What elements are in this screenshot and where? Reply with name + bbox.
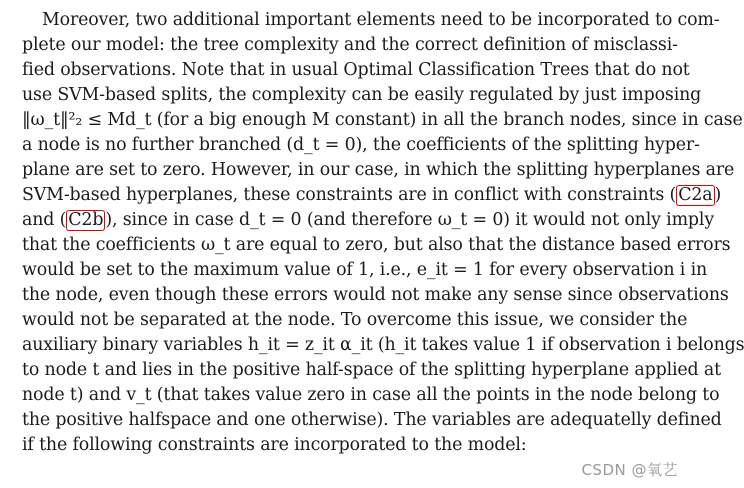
paragraph-line: to node t and lies in the positive half-space of the splitting hyperplane applied at	[22, 360, 721, 380]
paragraph-line: auxiliary binary variables h_it = z_it α_it (h_it takes value 1 if observation i belongs	[22, 335, 744, 355]
paragraph-line: would be set to the maximum value of 1, i.e., e_it = 1 for every observation i in	[22, 260, 708, 280]
paragraph-line: and ( C2b ), since in case d_t = 0 (and therefore ω_t = 0) it would not only imply	[22, 210, 715, 230]
equation-reference-link[interactable]: C2b	[68, 210, 104, 230]
paragraph-line: Moreover, two additional important elements need to be incorporated to com-	[42, 10, 720, 30]
paragraph-line: SVM-based hyperplanes, these constraints are in conflict with constraints ( C2a )	[22, 185, 722, 205]
paragraph-line: that the coefficients ω_t are equal to zero, but also that the distance based errors	[22, 235, 731, 255]
paragraph-line: use SVM-based splits, the complexity can be easily regulated by just imposing	[22, 85, 702, 105]
paragraph-line: if the following constraints are incorporated to the model:	[22, 435, 527, 455]
paragraph-line: the node, even though these errors would not make any sense since observations	[22, 285, 729, 305]
equation-reference-link[interactable]: C2a	[678, 185, 713, 205]
paragraph-line: plane are set to zero. However, in our case, in which the splitting hyperplanes are	[22, 160, 735, 180]
paragraph-line: the positive halfspace and one otherwise). The variables are adequatelly defined	[22, 410, 722, 430]
csdn-watermark: CSDN @氧艺	[581, 461, 678, 479]
paragraph-line: fied observations. Note that in usual Optimal Classification Trees that do not	[22, 60, 690, 80]
paragraph-line: node t) and v_t (that takes value zero in case all the points in the node belong to	[22, 385, 720, 405]
paragraph-line: ‖ω_t‖²₂ ≤ Md_t (for a big enough M constant) in all the branch nodes, since in case	[22, 110, 743, 130]
paragraph-line: plete our model: the tree complexity and the correct definition of misclassi-	[22, 35, 678, 55]
paragraph-line: would not be separated at the node. To overcome this issue, we consider the	[22, 310, 688, 330]
paragraph-line: a node is no further branched (d_t = 0), the coefficients of the splitting hyper-	[22, 135, 700, 155]
